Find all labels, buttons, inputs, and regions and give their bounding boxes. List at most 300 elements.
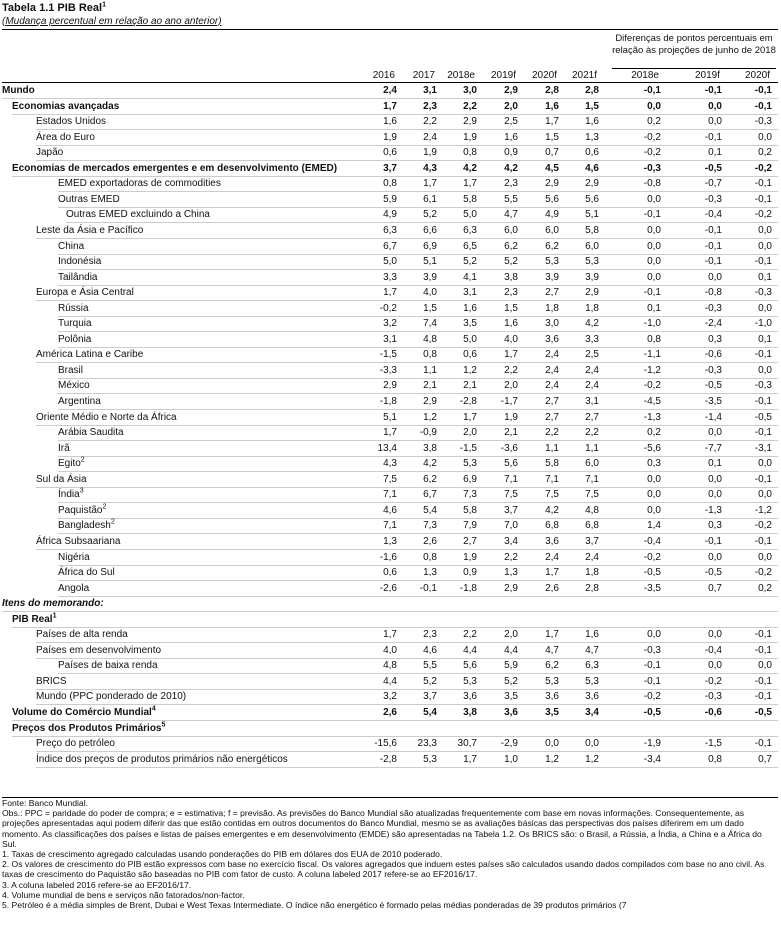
cell-value: 0,6 — [383, 147, 397, 159]
cell-value: 2,2 — [423, 116, 437, 128]
column-header: 2018e — [631, 70, 659, 81]
cell-value: 3,8 — [463, 707, 477, 718]
cell-value: 3,1 — [383, 333, 397, 345]
cell-value: -0,6 — [704, 707, 722, 718]
cell-value: 0,0 — [708, 629, 722, 641]
cell-value: 2,7 — [585, 411, 599, 423]
row-label: Japão — [36, 147, 64, 159]
cell-value: 3,7 — [585, 535, 599, 547]
top-rule — [2, 29, 778, 30]
cell-value: 6,2 — [504, 240, 518, 252]
row-label: Economias avançadas — [12, 100, 120, 112]
cell-value: 5,8 — [585, 224, 599, 236]
cell-value: 1,5 — [504, 302, 518, 314]
cell-value: 7,5 — [545, 489, 559, 501]
cell-value: 1,9 — [423, 147, 437, 159]
cell-value: 2,4 — [423, 131, 437, 143]
cell-value: 1,0 — [504, 753, 518, 765]
cell-value: 2,1 — [504, 427, 518, 439]
cell-value: 6,9 — [463, 473, 477, 485]
cell-value: 0,0 — [647, 271, 661, 283]
cell-value: 4,2 — [545, 504, 559, 516]
cell-value: 5,0 — [463, 333, 477, 345]
cell-value: -0,1 — [754, 256, 772, 268]
cell-value: 1,7 — [545, 567, 559, 579]
cell-value: 2,3 — [504, 287, 518, 299]
row-label: Bangladesh$^2$ — [58, 519, 115, 532]
cell-value: -0,1 — [754, 349, 772, 361]
row-label: BRICS — [36, 675, 67, 687]
table-row — [2, 83, 778, 99]
cell-value: 0,0 — [758, 224, 772, 236]
cell-value: 4,6 — [585, 162, 599, 174]
cell-value: -0,3 — [704, 193, 722, 205]
cell-value: -0,1 — [754, 675, 772, 687]
row-label: Brasil — [58, 364, 84, 376]
cell-value: 5,2 — [423, 675, 437, 687]
cell-value: 1,6 — [585, 116, 599, 128]
cell-value: 2,3 — [423, 100, 437, 112]
cell-value: 7,3 — [423, 520, 437, 532]
row-label: Preço do petróleo — [36, 738, 115, 750]
cell-value: 1,7 — [423, 178, 437, 190]
cell-value: -0,1 — [754, 535, 772, 547]
table-row — [2, 581, 778, 597]
cell-value: 0,0 — [708, 116, 722, 128]
table-row — [2, 689, 778, 705]
cell-value: 2,7 — [545, 396, 559, 407]
cell-value: 7,1 — [383, 489, 397, 501]
cell-value: 0,1 — [758, 333, 772, 345]
cell-value: 0,9 — [504, 147, 518, 159]
cell-value: 1,5 — [423, 302, 437, 314]
cell-value: 4,9 — [545, 209, 559, 221]
table-row — [2, 425, 778, 441]
cell-value: 4,7 — [504, 209, 518, 221]
cell-value: 2,6 — [383, 707, 397, 718]
cell-value: -0,2 — [754, 567, 772, 579]
cell-value: 3,7 — [504, 504, 518, 516]
cell-value: -0,8 — [704, 287, 722, 299]
cell-value: 6,9 — [423, 240, 437, 252]
cell-value: -0,2 — [643, 147, 661, 159]
cell-value: -0,2 — [754, 209, 772, 221]
cell-value: 1,7 — [383, 629, 397, 641]
cell-value: 4,7 — [585, 644, 599, 656]
cell-value: -0,5 — [704, 567, 722, 579]
cell-value: 3,7 — [383, 162, 397, 174]
cell-value: -0,7 — [704, 178, 722, 190]
cell-value: 0,0 — [758, 458, 772, 470]
cell-value: 2,7 — [545, 287, 559, 299]
cell-value: 0,7 — [545, 147, 559, 159]
cell-value: 1,7 — [463, 411, 477, 423]
cell-value: 4,2 — [423, 458, 437, 470]
cell-value: 0,1 — [647, 302, 661, 314]
row-label: Índia$^3$ — [58, 487, 84, 501]
row-label: EMED exportadoras de commodities — [58, 178, 221, 190]
cell-value: -15,6 — [374, 738, 397, 750]
table-row — [2, 643, 778, 659]
row-label: Área do Euro — [36, 131, 95, 143]
cell-value: -0,1 — [704, 240, 722, 252]
cell-value: 6,0 — [585, 240, 599, 252]
cell-value: 6,6 — [423, 224, 437, 236]
row-label: Irã — [58, 442, 70, 454]
cell-value: 4,2 — [585, 318, 599, 330]
table-row — [2, 239, 778, 255]
cell-value: 0,0 — [647, 629, 661, 641]
cell-value: 7,1 — [585, 473, 599, 485]
row-label: Polônia — [58, 333, 92, 345]
cell-value: 0,0 — [758, 551, 772, 563]
cell-value: -0,1 — [754, 396, 772, 407]
cell-value: 7,1 — [504, 473, 518, 485]
cell-value: 6,5 — [463, 240, 477, 252]
cell-value: 4,6 — [383, 504, 397, 516]
footnotes — [2, 798, 778, 910]
cell-value: 4,8 — [423, 333, 437, 345]
cell-value: 1,6 — [545, 100, 559, 112]
cell-value: -0,3 — [643, 162, 661, 174]
cell-value: 2,2 — [585, 427, 599, 439]
cell-value: 1,7 — [504, 349, 518, 361]
cell-value: 1,9 — [504, 411, 518, 423]
cell-value: 1,7 — [463, 753, 477, 765]
cell-value: 2,4 — [545, 364, 559, 376]
cell-value: -1,9 — [643, 738, 661, 750]
cell-value: 2,1 — [423, 380, 437, 392]
cell-value: 2,4 — [585, 551, 599, 563]
cell-value: 1,9 — [463, 131, 477, 143]
cell-value: 4,5 — [545, 162, 559, 174]
cell-value: 7,0 — [504, 520, 518, 532]
cell-value: 1,1 — [423, 364, 437, 376]
cell-value: -0,3 — [704, 364, 722, 376]
cell-value: 1,3 — [585, 131, 599, 143]
cell-value: 0,8 — [423, 551, 437, 563]
cell-value: -0,1 — [419, 582, 437, 594]
cell-value: -0,1 — [704, 256, 722, 268]
table-row — [2, 674, 778, 690]
cell-value: 4,2 — [504, 162, 518, 174]
cell-value: 0,7 — [758, 753, 772, 765]
row-label: Outras EMED excluindo a China — [66, 209, 210, 221]
footnote: 4. Volume mundial de bens e serviços não fatorados/non-factor. — [2, 889, 245, 900]
cell-value: 5,9 — [383, 193, 397, 205]
cell-value: -0,1 — [754, 427, 772, 439]
cell-value: 3,3 — [585, 333, 599, 345]
difference-header-rule — [612, 68, 776, 69]
cell-value: 0,3 — [708, 333, 722, 345]
cell-value: 1,2 — [545, 753, 559, 765]
cell-value: 5,4 — [423, 504, 437, 516]
footnote: 5. Petróleo é a média simples de Brent, Dubai e West Texas Intermediate. O índice não energético é formado pelas médias ponderadas de 39 produtos primários (7 — [2, 900, 627, 911]
table-row — [2, 441, 778, 457]
cell-value: -3,4 — [643, 753, 661, 765]
cell-value: 23,3 — [417, 738, 437, 750]
cell-value: 0,0 — [647, 489, 661, 501]
table-row — [2, 550, 778, 566]
cell-value: 2,6 — [423, 535, 437, 547]
cell-value: -7,7 — [704, 442, 722, 454]
cell-value: 5,1 — [423, 256, 437, 268]
cell-value: 5,2 — [504, 675, 518, 687]
row-label: África Subsaariana — [36, 535, 121, 547]
row-label: Turquia — [58, 318, 92, 330]
cell-value: 1,7 — [545, 116, 559, 128]
cell-value: 0,6 — [463, 349, 477, 361]
column-header: 2018e — [447, 70, 475, 81]
cell-value: 1,8 — [545, 302, 559, 314]
row-label: África do Sul — [58, 567, 115, 579]
cell-value: -0,2 — [379, 302, 397, 314]
cell-value: -0,1 — [754, 629, 772, 641]
cell-value: 7,4 — [423, 318, 437, 330]
cell-value: 3,8 — [423, 442, 437, 454]
cell-value: -1,0 — [643, 318, 661, 330]
table-row — [2, 394, 778, 410]
cell-value: -0,5 — [754, 411, 772, 423]
cell-value: 3,3 — [383, 271, 397, 283]
cell-value: 2,4 — [383, 85, 397, 96]
cell-value: -0,1 — [643, 209, 661, 221]
column-header: 2021f — [571, 70, 597, 81]
table-row — [2, 99, 778, 115]
cell-value: -0,1 — [704, 535, 722, 547]
cell-value: 7,9 — [463, 520, 477, 532]
cell-value: 2,2 — [463, 100, 477, 112]
cell-value: 0,1 — [708, 147, 722, 159]
row-label: Sul da Ásia — [36, 473, 87, 485]
row-label: Angola — [58, 582, 90, 594]
row-label: Arábia Saudita — [58, 427, 124, 439]
row-label: México — [58, 380, 90, 392]
footnote: Obs.: PPC = paridade do poder de compra; e = estimativa; f = previsão. As previsões do Banco Mundial são atualizadas frequentemente com base em novas informações. Consequentemente, as projeções apresentadas aqui podem diferir das que estão contidas em outros documentos do Banco Mundial, mesmo se as avaliações básicas das perspectivas dos países diferirem em um dado momento. As classificações dos países e listas de países emergentes e em desenvolvimento (EMDE) são apresentadas na Tabela 1.2. Os BRICS são: o Brasil, a Rússia, a Índia, a China e a África do Sul. — [2, 808, 762, 849]
cell-value: 1,3 — [504, 567, 518, 579]
cell-value: 4,4 — [383, 675, 397, 687]
cell-value: 5,6 — [585, 193, 599, 205]
cell-value: 2,4 — [545, 349, 559, 361]
cell-value: 2,9 — [463, 116, 477, 128]
cell-value: -1,2 — [754, 504, 772, 516]
cell-value: 5,8 — [545, 458, 559, 470]
cell-value: -0,1 — [754, 644, 772, 656]
cell-value: 5,6 — [545, 193, 559, 205]
row-label: Indonésia — [58, 256, 102, 268]
cell-value: 0,0 — [647, 224, 661, 236]
cell-value: 3,1 — [585, 396, 599, 407]
cell-value: 3,6 — [504, 707, 518, 718]
cell-value: 0,0 — [545, 738, 559, 750]
cell-value: -0,5 — [643, 707, 661, 718]
cell-value: 2,2 — [545, 427, 559, 439]
cell-value: 2,9 — [383, 380, 397, 392]
cell-value: -0,5 — [643, 567, 661, 579]
cell-value: 5,0 — [383, 256, 397, 268]
row-label: Países em desenvolvimento — [36, 644, 162, 656]
row-label: Mundo — [2, 85, 35, 96]
cell-value: 1,2 — [585, 753, 599, 765]
cell-value: -1,0 — [754, 318, 772, 330]
cell-value: -0,3 — [704, 302, 722, 314]
cell-value: 3,2 — [383, 318, 397, 330]
cell-value: 0,8 — [463, 147, 477, 159]
cell-value: -0,1 — [643, 287, 661, 299]
cell-value: 7,1 — [383, 520, 397, 532]
cell-value: 4,0 — [383, 644, 397, 656]
cell-value: 4,3 — [383, 458, 397, 470]
table-row — [2, 270, 778, 286]
cell-value: 0,0 — [708, 473, 722, 485]
row-label: Outras EMED — [58, 193, 120, 205]
cell-value: -0,1 — [704, 131, 722, 143]
cell-value: 6,3 — [463, 224, 477, 236]
cell-value: 3,5 — [504, 691, 518, 703]
cell-value: 6,8 — [585, 520, 599, 532]
row-label: Mundo (PPC ponderado de 2010) — [36, 691, 187, 703]
cell-value: 5,6 — [504, 458, 518, 470]
footnote: 1. Taxas de crescimento agregado calculadas usando ponderações do PIB em dólares dos EUA de 2010 poderado. — [2, 849, 443, 860]
cell-value: 0,0 — [647, 100, 661, 112]
cell-value: 0,6 — [585, 147, 599, 159]
cell-value: 0,0 — [647, 256, 661, 268]
cell-value: -1,8 — [459, 582, 477, 594]
cell-value: 5,3 — [585, 256, 599, 268]
cell-value: 3,6 — [545, 691, 559, 703]
column-header: 2019f — [694, 70, 720, 81]
cell-value: 1,6 — [504, 318, 518, 330]
cell-value: 1,8 — [585, 567, 599, 579]
cell-value: 5,1 — [585, 209, 599, 221]
cell-value: 4,1 — [463, 271, 477, 283]
cell-value: 2,9 — [423, 396, 437, 407]
cell-value: 30,7 — [457, 738, 477, 750]
cell-value: 3,5 — [463, 318, 477, 330]
cell-value: 1,2 — [463, 364, 477, 376]
cell-value: 5,9 — [504, 660, 518, 672]
table-row — [2, 130, 778, 146]
table-row — [2, 145, 778, 161]
row-label: Índice dos preços de produtos primários não energéticos — [36, 753, 288, 765]
cell-value: -0,4 — [643, 535, 661, 547]
row-label: Economias de mercados emergentes e em desenvolvimento (EMED) — [12, 162, 338, 174]
cell-value: 3,1 — [463, 287, 477, 299]
cell-value: 5,8 — [463, 193, 477, 205]
cell-value: 0,3 — [647, 458, 661, 470]
cell-value: 0,0 — [647, 504, 661, 516]
cell-value: 1,3 — [383, 535, 397, 547]
row-label: Paquistão$^2$ — [58, 503, 107, 516]
section-header-row — [2, 721, 778, 737]
cell-value: 1,6 — [463, 302, 477, 314]
table-subtitle: (Mudança percentual em relação ao ano anterior) — [2, 16, 222, 27]
row-label: Egito$^2$ — [58, 456, 85, 470]
table-row — [2, 207, 778, 223]
cell-value: -2,8 — [459, 396, 477, 407]
cell-value: 2,4 — [545, 380, 559, 392]
cell-value: -1,4 — [704, 411, 722, 423]
table-row — [2, 161, 778, 177]
cell-value: 7,1 — [545, 473, 559, 485]
cell-value: -1,3 — [704, 504, 722, 516]
cell-value: 2,0 — [504, 380, 518, 392]
cell-value: -2,6 — [379, 582, 397, 594]
cell-value: 6,2 — [423, 473, 437, 485]
cell-value: 1,3 — [423, 567, 437, 579]
cell-value: 5,5 — [423, 660, 437, 672]
cell-value: 4,8 — [383, 660, 397, 672]
cell-value: 4,7 — [545, 644, 559, 656]
cell-value: 3,8 — [504, 271, 518, 283]
cell-value: -0,1 — [704, 85, 722, 96]
cell-value: 2,8 — [585, 582, 599, 594]
cell-value: 0,0 — [708, 489, 722, 501]
cell-value: 4,2 — [463, 162, 477, 174]
cell-value: 2,4 — [585, 364, 599, 376]
cell-value: 5,4 — [423, 707, 437, 718]
table-row — [2, 285, 778, 301]
cell-value: 2,8 — [585, 85, 599, 96]
cell-value: -0,1 — [754, 85, 772, 96]
cell-value: -0,2 — [754, 520, 772, 532]
row-label: Estados Unidos — [36, 116, 107, 128]
cell-value: 1,1 — [545, 442, 559, 454]
cell-value: -0,2 — [643, 691, 661, 703]
cell-value: 0,2 — [647, 116, 661, 128]
table-row — [2, 518, 778, 534]
cell-value: -1,1 — [643, 349, 661, 361]
cell-value: 2,0 — [463, 427, 477, 439]
cell-value: 5,3 — [545, 675, 559, 687]
table-row — [2, 658, 778, 674]
cell-value: 4,4 — [463, 644, 477, 656]
cell-value: 2,7 — [463, 535, 477, 547]
cell-value: 0,8 — [423, 349, 437, 361]
section-header-row — [2, 612, 778, 628]
cell-value: 6,0 — [504, 224, 518, 236]
cell-value: -5,6 — [643, 442, 661, 454]
cell-value: 3,7 — [423, 691, 437, 703]
cell-value: 0,2 — [647, 427, 661, 439]
cell-value: 2,8 — [545, 85, 559, 96]
cell-value: -0,9 — [419, 427, 437, 439]
cell-value: 5,8 — [463, 504, 477, 516]
cell-value: -0,2 — [643, 380, 661, 392]
cell-value: 2,0 — [504, 629, 518, 641]
cell-value: -0,5 — [704, 380, 722, 392]
cell-value: 1,6 — [585, 629, 599, 641]
cell-value: 5,3 — [463, 458, 477, 470]
cell-value: 0,0 — [758, 364, 772, 376]
cell-value: 2,9 — [504, 582, 518, 594]
cell-value: 7,5 — [585, 489, 599, 501]
cell-value: -0,3 — [704, 691, 722, 703]
cell-value: 0,0 — [758, 131, 772, 143]
cell-value: 5,2 — [504, 256, 518, 268]
cell-value: 3,0 — [545, 318, 559, 330]
row-label: Nigéria — [58, 551, 90, 563]
table-row — [2, 363, 778, 379]
column-header: 2016 — [372, 70, 395, 81]
cell-value: 5,6 — [463, 660, 477, 672]
cell-value: -0,4 — [704, 209, 722, 221]
cell-value: 6,2 — [545, 660, 559, 672]
cell-value: 6,7 — [383, 240, 397, 252]
table-row — [2, 705, 778, 721]
cell-value: 3,6 — [545, 333, 559, 345]
cell-value: 0,0 — [647, 240, 661, 252]
